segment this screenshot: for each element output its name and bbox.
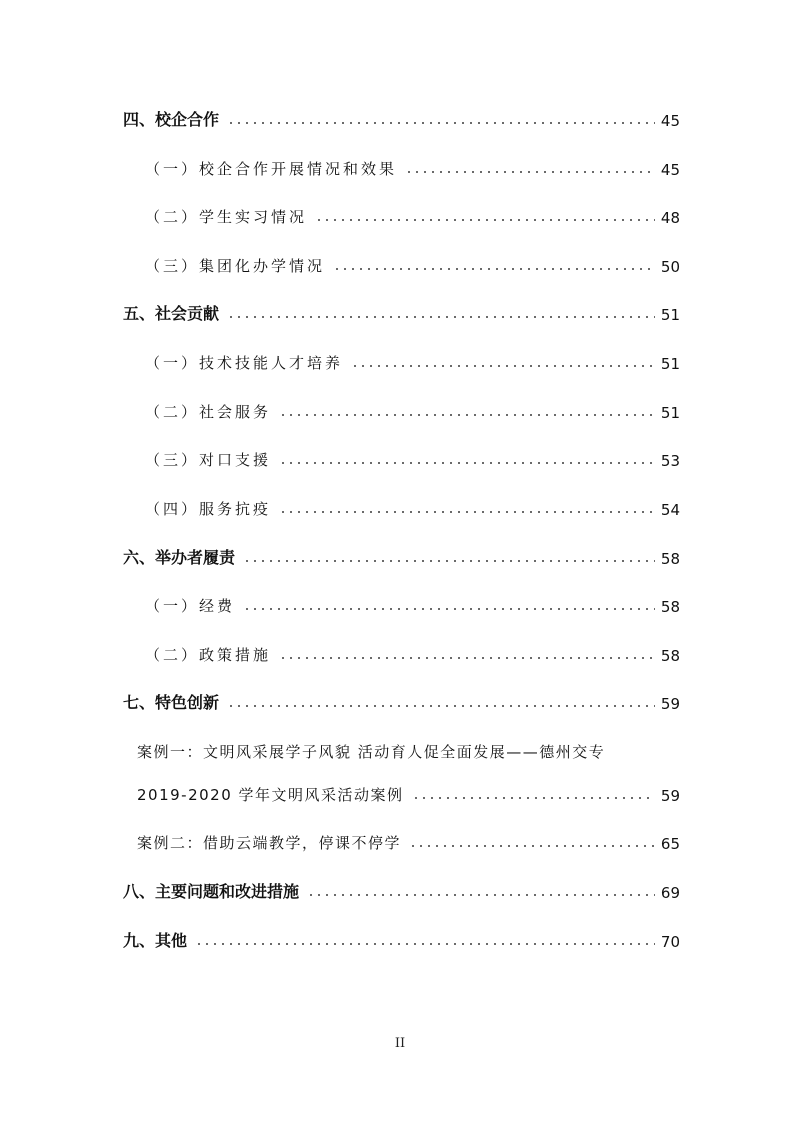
toc-entry-epidemic-service[interactable] bbox=[145, 493, 680, 519]
toc-entry-sponsor-duties[interactable] bbox=[123, 542, 680, 568]
dot-leader bbox=[279, 414, 655, 416]
toc-entry-cooperation-effects[interactable] bbox=[145, 153, 680, 179]
toc-entry-social-contribution[interactable] bbox=[123, 298, 680, 324]
toc-entry-label: （四）服务抗疫 bbox=[145, 500, 272, 518]
toc-page-number: 53 bbox=[660, 452, 680, 470]
dot-leader bbox=[409, 845, 655, 847]
toc-page-number: 59 bbox=[660, 695, 680, 713]
toc-entry-case-two[interactable] bbox=[137, 827, 680, 853]
dot-leader bbox=[279, 511, 655, 513]
toc-entry-label: 四、校企合作 bbox=[123, 110, 220, 129]
toc-page-number: 54 bbox=[660, 501, 680, 519]
toc-entry-case-one-line1[interactable] bbox=[137, 736, 680, 762]
toc-entry-group-education[interactable] bbox=[145, 250, 680, 276]
toc-page-number: 51 bbox=[660, 404, 680, 422]
toc-entry-label: 2019-2020 学年文明风采活动案例 bbox=[137, 786, 404, 804]
toc-entry-featured-innovation[interactable] bbox=[123, 687, 680, 713]
dot-leader bbox=[227, 316, 655, 318]
toc-page-number: 45 bbox=[660, 112, 680, 130]
toc-entry-label: 七、特色创新 bbox=[123, 693, 220, 712]
dot-leader bbox=[315, 219, 655, 221]
toc-entry-label: （三）对口支援 bbox=[145, 451, 272, 469]
toc-entry-school-enterprise-cooperation[interactable] bbox=[123, 104, 680, 130]
dot-leader bbox=[227, 705, 655, 707]
toc-page-number: 65 bbox=[660, 835, 680, 853]
dot-leader bbox=[195, 943, 655, 945]
toc-entry-talent-cultivation[interactable] bbox=[145, 347, 680, 373]
dot-leader bbox=[227, 122, 655, 124]
toc-page-number: 70 bbox=[660, 933, 680, 951]
toc-entry-label: 九、其他 bbox=[123, 931, 188, 950]
toc-entry-label: （一）技术技能人才培养 bbox=[145, 354, 344, 372]
toc-entry-label: 八、主要问题和改进措施 bbox=[123, 882, 300, 901]
toc-entry-label: 六、举办者履责 bbox=[123, 548, 236, 567]
toc-page-number: 48 bbox=[660, 209, 680, 227]
toc-page-number: 51 bbox=[660, 355, 680, 373]
toc-entry-case-one-line2[interactable] bbox=[137, 779, 680, 805]
toc-entry-label: 五、社会贡献 bbox=[123, 304, 220, 323]
toc-entry-label: （三）集团化办学情况 bbox=[145, 257, 326, 275]
dot-leader bbox=[279, 657, 655, 659]
toc-entry-label: （二）政策措施 bbox=[145, 646, 272, 664]
dot-leader bbox=[307, 894, 655, 896]
toc-page-number: 45 bbox=[660, 161, 680, 179]
toc-entry-main-problems[interactable] bbox=[123, 876, 680, 902]
toc-entry-policy-measures[interactable] bbox=[145, 639, 680, 665]
toc-entry-other[interactable] bbox=[123, 925, 680, 951]
toc-entry-funding[interactable] bbox=[145, 590, 680, 616]
dot-leader bbox=[279, 462, 655, 464]
toc-page-number: 58 bbox=[660, 647, 680, 665]
toc-entry-paired-assistance[interactable] bbox=[145, 444, 680, 470]
dot-leader bbox=[412, 797, 655, 799]
toc-page-number: 69 bbox=[660, 884, 680, 902]
toc-page-number: 58 bbox=[660, 598, 680, 616]
toc-entry-student-internship[interactable] bbox=[145, 201, 680, 227]
dot-leader bbox=[243, 608, 655, 610]
dot-leader bbox=[333, 268, 655, 270]
toc-entry-label: （一）校企合作开展情况和效果 bbox=[145, 160, 398, 178]
toc-page-number: 58 bbox=[660, 550, 680, 568]
toc-entry-label: （二）社会服务 bbox=[145, 403, 272, 421]
toc-entry-label: 案例二：借助云端教学，停课不停学 bbox=[137, 834, 402, 852]
toc-entry-label: （一）经费 bbox=[145, 597, 236, 615]
dot-leader bbox=[405, 171, 655, 173]
page-footer-number: II bbox=[394, 1036, 406, 1051]
toc-entry-label: （二）学生实习情况 bbox=[145, 208, 308, 226]
toc-page-number: 51 bbox=[660, 306, 680, 324]
dot-leader bbox=[243, 560, 655, 562]
toc-entry-social-service[interactable] bbox=[145, 396, 680, 422]
dot-leader bbox=[351, 365, 655, 367]
toc-page-number: 50 bbox=[660, 258, 680, 276]
toc-page-number: 59 bbox=[660, 787, 680, 805]
toc-entry-label: 案例一：文明风采展学子风貌 活动育人促全面发展——德州交专 bbox=[137, 743, 606, 761]
